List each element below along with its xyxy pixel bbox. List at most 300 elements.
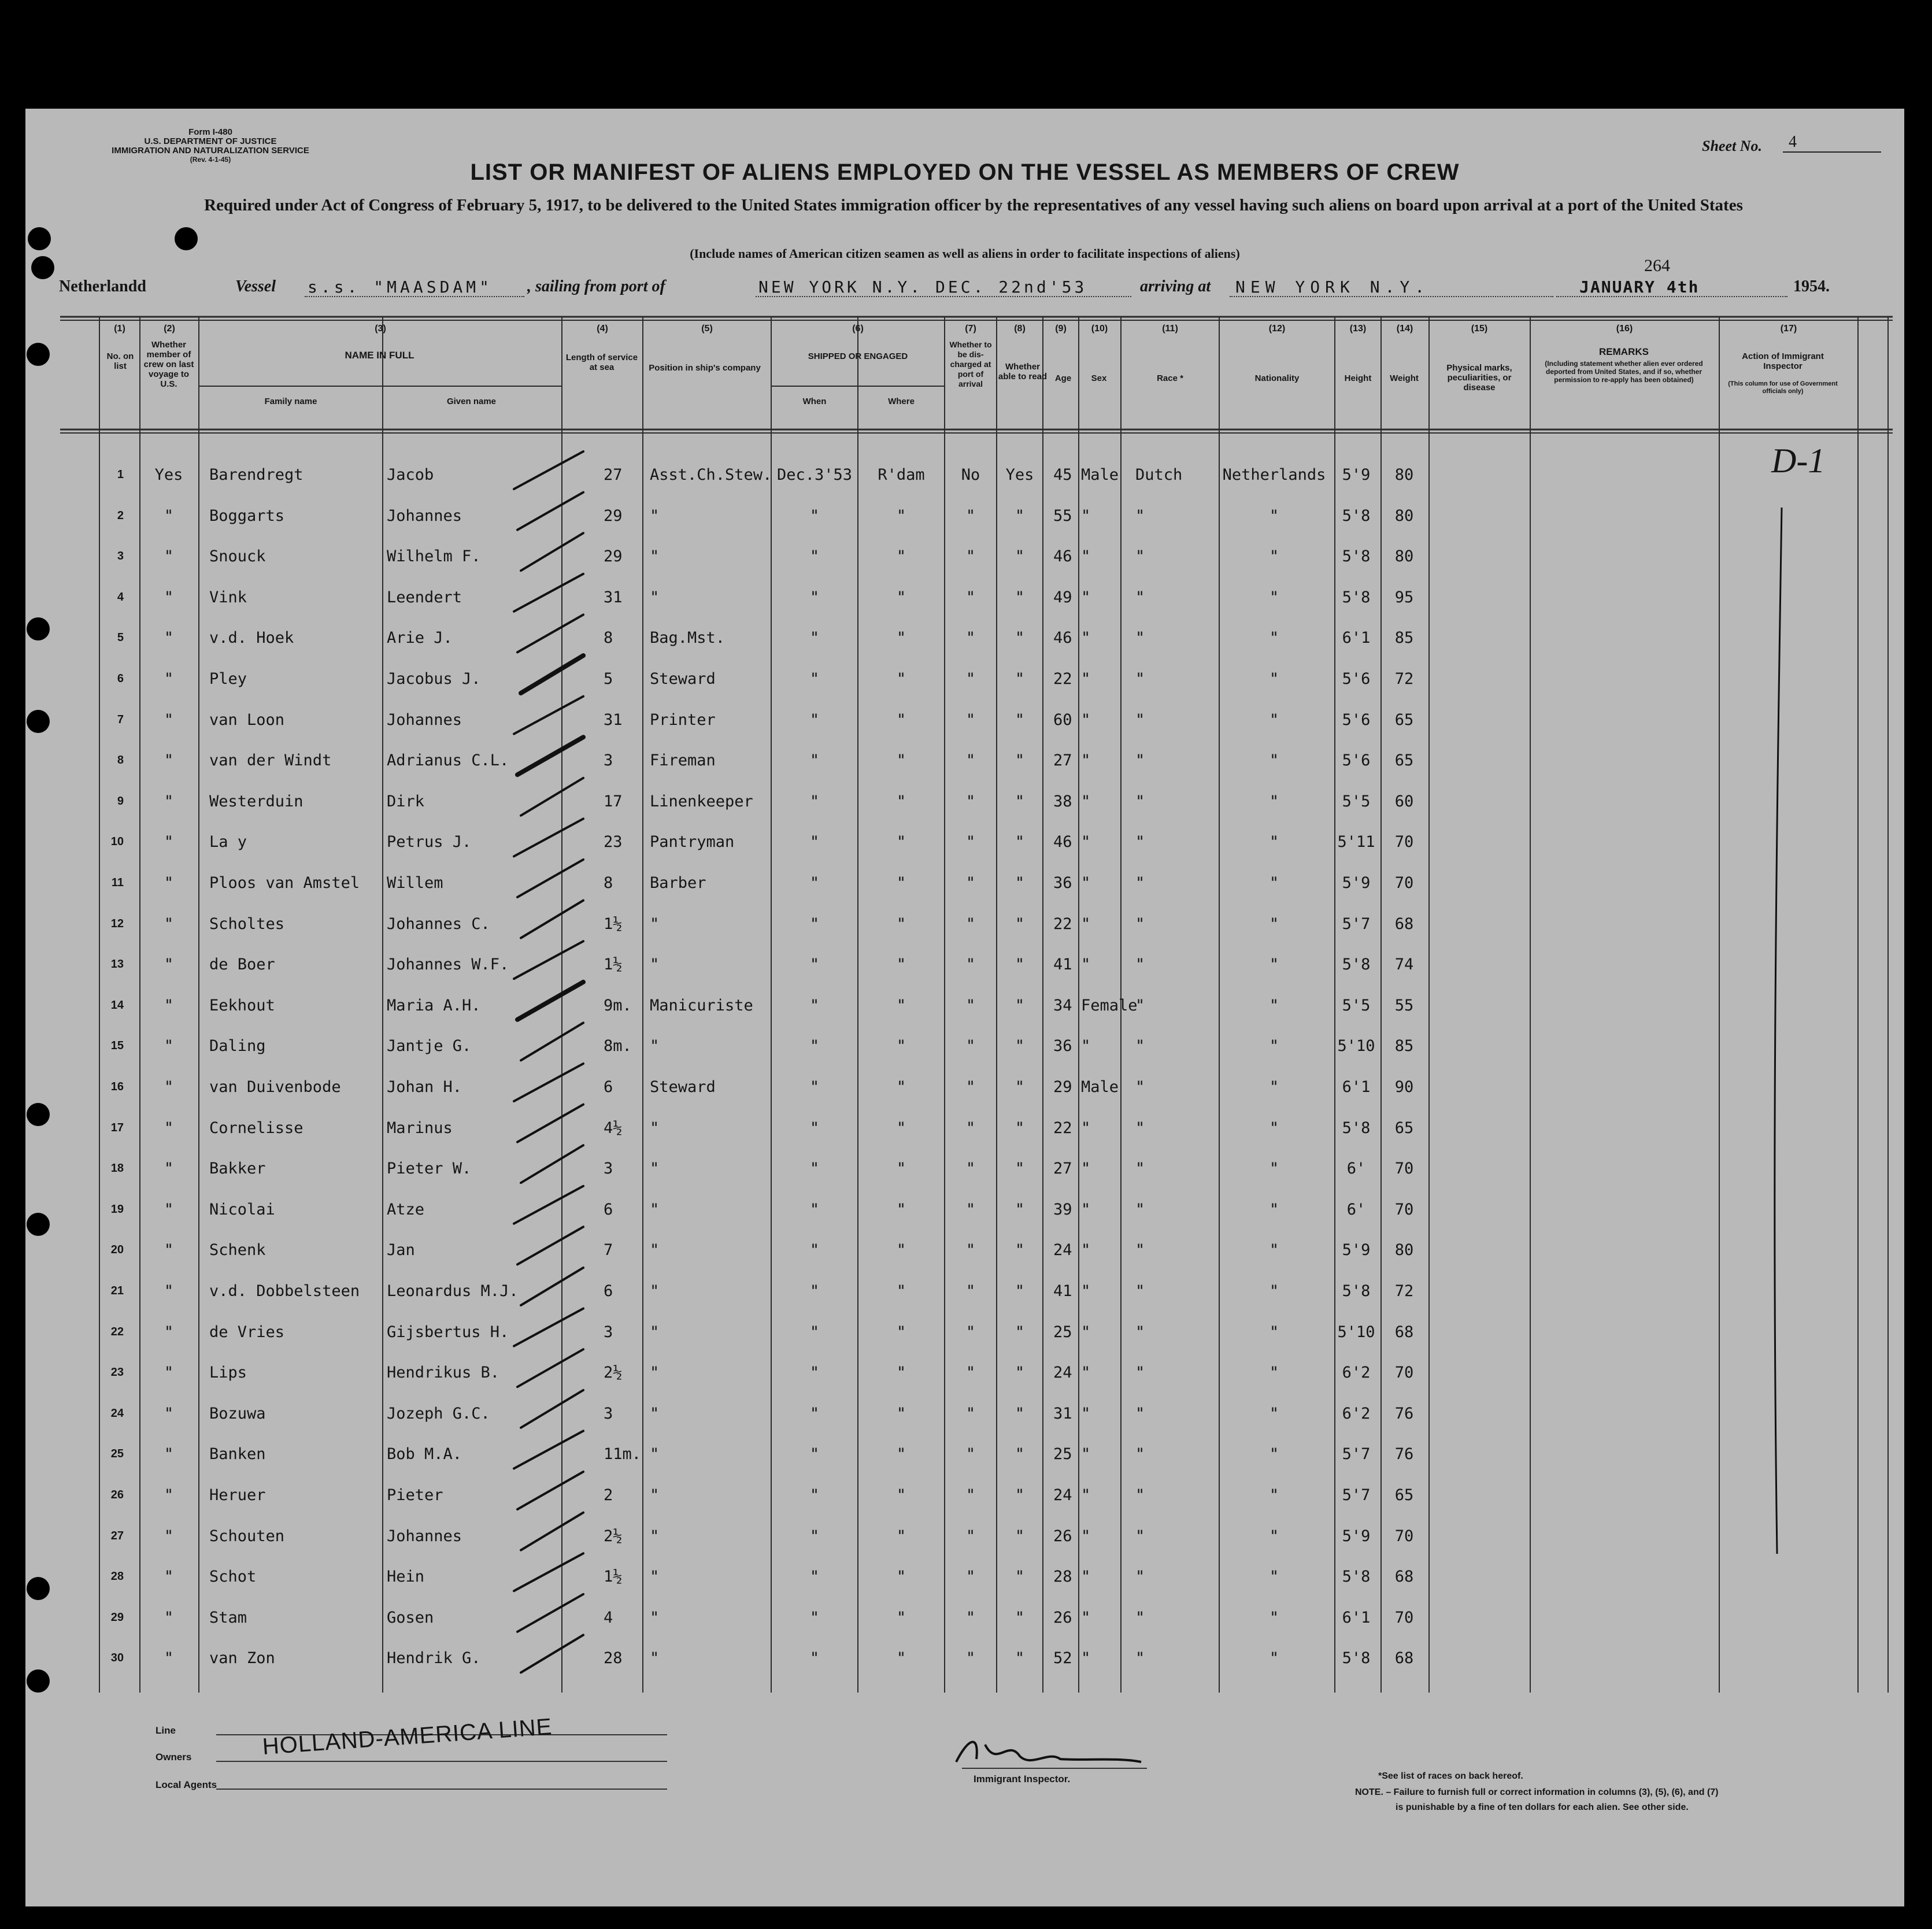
cell-member: "	[164, 1078, 174, 1096]
cell-sex: "	[1081, 1119, 1091, 1137]
cell-age: 26	[1053, 1527, 1072, 1545]
inspector-mark: D-1	[1771, 442, 1826, 480]
cell-height: 5'10	[1337, 1323, 1375, 1341]
cell-given: Johannes	[387, 1527, 462, 1545]
cell-when: "	[809, 588, 820, 606]
cell-discharged: "	[965, 506, 976, 525]
cell-age: 49	[1053, 588, 1072, 606]
cell-sex: Male	[1081, 466, 1119, 484]
cell-read: "	[1015, 874, 1025, 892]
cell-weight: 70	[1394, 1364, 1414, 1382]
cell-when: "	[809, 1160, 820, 1178]
cell-race: "	[1135, 1282, 1145, 1300]
cell-member: "	[164, 996, 174, 1015]
cell-position: "	[650, 1404, 660, 1423]
cell-nationality: "	[1269, 1364, 1279, 1382]
cell-where: "	[896, 506, 906, 525]
check-mark	[521, 1390, 583, 1428]
check-mark	[517, 614, 583, 652]
column-number: (6)	[852, 324, 864, 334]
cell-discharged: "	[965, 874, 976, 892]
check-mark	[517, 1472, 583, 1509]
cell-where: "	[896, 1160, 906, 1178]
arrival-year: 1954.	[1793, 277, 1830, 295]
cell-height: 6'2	[1342, 1364, 1371, 1382]
check-mark	[521, 1513, 583, 1550]
form-service: IMMIGRATION AND NATURALIZATION SERVICE	[112, 146, 309, 155]
cell-discharged: "	[965, 1486, 976, 1504]
cell-position: "	[650, 1364, 660, 1382]
cell-where: "	[896, 996, 906, 1015]
cell-read: Yes	[1005, 466, 1034, 484]
cell-height: 5'6	[1342, 710, 1371, 729]
cell-family: Snouck	[209, 547, 266, 566]
row-number: 7	[117, 713, 124, 726]
cell-family: Schot	[209, 1568, 257, 1586]
cell-where: "	[896, 874, 906, 892]
cell-discharged: "	[965, 1160, 976, 1178]
cell-sex: "	[1081, 588, 1091, 606]
cell-sex: "	[1081, 914, 1091, 933]
cell-where: "	[896, 833, 906, 851]
cell-when: "	[809, 629, 820, 647]
check-mark	[521, 1023, 583, 1060]
cell-service: 31	[604, 588, 623, 606]
cell-discharged: "	[965, 956, 976, 974]
cell-nationality: "	[1269, 1160, 1279, 1178]
cell-height: 5'5	[1342, 996, 1371, 1015]
cell-when: "	[809, 1608, 820, 1627]
cell-age: 26	[1053, 1608, 1072, 1627]
cell-weight: 68	[1394, 1323, 1414, 1341]
header-position: Position in ship's company	[649, 363, 761, 373]
cell-sex: "	[1081, 629, 1091, 647]
cell-nationality: "	[1269, 1078, 1279, 1096]
arrival-date: JANUARY 4th	[1579, 277, 1700, 297]
cell-weight: 72	[1394, 1282, 1414, 1300]
column-number: (5)	[701, 324, 713, 334]
cell-given: Willem	[387, 874, 443, 892]
agents-rule	[216, 1789, 667, 1790]
cell-nationality: "	[1269, 1527, 1279, 1545]
column-number: (9)	[1055, 324, 1067, 334]
cell-service: 7	[604, 1241, 613, 1260]
cell-where: "	[896, 1078, 906, 1096]
cell-read: "	[1015, 629, 1025, 647]
cell-read: "	[1015, 1568, 1025, 1586]
row-number: 20	[110, 1243, 124, 1257]
cell-family: Schouten	[209, 1527, 285, 1545]
check-mark	[517, 982, 583, 1020]
cell-discharged: "	[965, 1445, 976, 1464]
cell-age: 27	[1053, 1160, 1072, 1178]
cell-race: "	[1135, 1037, 1145, 1056]
cell-discharged: "	[965, 588, 976, 606]
cell-age: 22	[1053, 914, 1072, 933]
column-number: (7)	[965, 324, 976, 334]
check-mark	[517, 493, 583, 530]
cell-position: Asst.Ch.Stew.	[650, 466, 772, 484]
cell-age: 39	[1053, 1200, 1072, 1219]
cell-when: "	[809, 547, 820, 566]
cell-position: "	[650, 1527, 660, 1545]
cell-service: 8	[604, 629, 613, 647]
cell-given: Arie J.	[387, 629, 453, 647]
check-mark	[514, 819, 583, 856]
cell-position: "	[650, 1037, 660, 1056]
cell-service: 31	[604, 710, 623, 729]
cell-service: 1½	[604, 1568, 623, 1586]
row-number: 24	[110, 1406, 124, 1420]
cell-age: 36	[1053, 874, 1072, 892]
cell-given: Bob M.A.	[387, 1445, 462, 1464]
header-shipped: SHIPPED OR ENGAGED	[808, 351, 908, 361]
check-mark	[514, 451, 583, 489]
column-number: (3)	[375, 324, 386, 334]
cell-when: "	[809, 792, 820, 810]
cell-family: Banken	[209, 1445, 266, 1464]
sheet-number: 4	[1783, 133, 1881, 153]
cell-weight: 70	[1394, 1608, 1414, 1627]
cell-discharged: "	[965, 670, 976, 688]
cell-read: "	[1015, 1649, 1025, 1668]
header-discharged: Whether to be dis-charged at port of arrival	[949, 340, 992, 388]
cell-family: Boggarts	[209, 506, 285, 525]
cell-member: "	[164, 1486, 174, 1504]
cell-position: "	[650, 1282, 660, 1300]
column-number: (11)	[1162, 324, 1178, 334]
cell-service: 3	[604, 1323, 613, 1341]
check-mark	[521, 533, 583, 571]
cell-family: van Loon	[209, 710, 285, 729]
cell-position: "	[650, 547, 660, 566]
cell-member: "	[164, 1568, 174, 1586]
check-mark	[517, 1105, 583, 1142]
row-number: 25	[110, 1447, 124, 1461]
header-given: Given name	[446, 397, 497, 406]
cell-age: 45	[1053, 466, 1072, 484]
check-mark	[521, 1145, 583, 1183]
cell-race: "	[1135, 629, 1145, 647]
cell-read: "	[1015, 588, 1025, 606]
cell-discharged: "	[965, 547, 976, 566]
cell-given: Jacobus J.	[387, 670, 481, 688]
cell-nationality: "	[1269, 1200, 1279, 1219]
cell-given: Jozeph G.C.	[387, 1404, 490, 1423]
cell-height: 5'8	[1342, 588, 1371, 606]
check-mark	[514, 574, 583, 612]
cell-member: "	[164, 1404, 174, 1423]
cell-family: Nicolai	[209, 1200, 275, 1219]
cell-when: "	[809, 1527, 820, 1545]
cell-height: 5'8	[1342, 506, 1371, 525]
cell-position: "	[650, 1608, 660, 1627]
cell-where: "	[896, 956, 906, 974]
cell-when: "	[809, 914, 820, 933]
cell-position: "	[650, 1160, 660, 1178]
cell-member: "	[164, 833, 174, 851]
cell-where: "	[896, 547, 906, 566]
cell-member: "	[164, 506, 174, 525]
cell-nationality: "	[1269, 1241, 1279, 1260]
cell-sex: "	[1081, 874, 1091, 892]
cell-read: "	[1015, 1119, 1025, 1137]
check-mark	[514, 1431, 583, 1468]
cell-read: "	[1015, 1282, 1025, 1300]
cell-age: 24	[1053, 1364, 1072, 1382]
cell-given: Johannes	[387, 710, 462, 729]
cell-where: "	[896, 1445, 906, 1464]
check-mark	[521, 901, 583, 938]
cell-discharged: "	[965, 751, 976, 770]
header-name: NAME IN FULL	[345, 350, 414, 361]
cell-discharged: "	[965, 1037, 976, 1056]
cell-age: 22	[1053, 1119, 1072, 1137]
cell-discharged: "	[965, 1404, 976, 1423]
cell-nationality: "	[1269, 1486, 1279, 1504]
cell-nationality: "	[1269, 670, 1279, 688]
inspector-rule	[962, 1768, 1147, 1769]
row-number: 13	[110, 958, 124, 971]
form-department: U.S. DEPARTMENT OF JUSTICE	[144, 136, 277, 146]
cell-weight: 65	[1394, 1119, 1414, 1137]
cell-sex: "	[1081, 1037, 1091, 1056]
cell-read: "	[1015, 1078, 1025, 1096]
cell-position: "	[650, 1445, 660, 1464]
to-port: NEW YORK N.Y.	[1235, 277, 1430, 297]
cell-age: 41	[1053, 956, 1072, 974]
cell-member: "	[164, 1527, 174, 1545]
cell-position: "	[650, 1649, 660, 1668]
cell-sex: Male	[1081, 1078, 1119, 1096]
cell-when: "	[809, 874, 820, 892]
row-number: 22	[110, 1325, 124, 1338]
cell-family: Bozuwa	[209, 1404, 266, 1423]
cell-weight: 65	[1394, 1486, 1414, 1504]
cell-position: "	[650, 1486, 660, 1504]
cell-member: "	[164, 629, 174, 647]
cell-weight: 85	[1394, 629, 1414, 647]
row-number: 21	[110, 1284, 124, 1297]
cell-when: "	[809, 1404, 820, 1423]
cell-position: "	[650, 588, 660, 606]
cell-family: van Zon	[209, 1649, 275, 1668]
cell-nationality: "	[1269, 996, 1279, 1015]
footnote-note-1: NOTE. – Failure to furnish full or correct information in columns (3), (5), (6), and (7)	[1355, 1787, 1719, 1797]
cell-race: "	[1135, 1608, 1145, 1627]
cell-nationality: "	[1269, 1282, 1279, 1300]
cell-nationality: "	[1269, 1323, 1279, 1341]
from-port: NEW YORK N.Y. DEC. 22nd'53	[758, 277, 1087, 297]
cell-discharged: "	[965, 710, 976, 729]
cell-height: 6'1	[1342, 629, 1371, 647]
cell-service: 5	[604, 670, 613, 688]
cell-family: van der Windt	[209, 751, 332, 770]
cell-nationality: "	[1269, 956, 1279, 974]
cell-service: 11m.	[604, 1445, 642, 1464]
check-mark	[514, 697, 583, 734]
cell-age: 28	[1053, 1568, 1072, 1586]
row-number: 5	[117, 631, 124, 645]
cell-height: 6'	[1346, 1200, 1366, 1219]
cell-weight: 90	[1394, 1078, 1414, 1096]
cell-race: "	[1135, 1323, 1145, 1341]
cell-weight: 68	[1394, 1568, 1414, 1586]
cell-discharged: "	[965, 996, 976, 1015]
cell-height: 6'2	[1342, 1404, 1371, 1423]
cell-when: "	[809, 710, 820, 729]
cell-given: Gijsbertus H.	[387, 1323, 509, 1341]
line-label: Line	[156, 1725, 176, 1736]
cell-discharged: "	[965, 1241, 976, 1260]
cell-given: Johannes C.	[387, 914, 490, 933]
row-number: 2	[117, 509, 124, 522]
cell-race: "	[1135, 506, 1145, 525]
cell-position: "	[650, 956, 660, 974]
cell-sex: "	[1081, 1649, 1091, 1668]
column-number: (4)	[597, 324, 608, 334]
cell-service: 8m.	[604, 1037, 632, 1056]
cell-weight: 65	[1394, 710, 1414, 729]
cell-service: 4	[604, 1608, 613, 1627]
cell-weight: 76	[1394, 1404, 1414, 1423]
cell-age: 38	[1053, 792, 1072, 810]
cell-height: 5'8	[1342, 956, 1371, 974]
cell-when: "	[809, 996, 820, 1015]
cell-read: "	[1015, 833, 1025, 851]
row-number: 17	[110, 1121, 124, 1134]
cell-member: Yes	[154, 466, 183, 484]
cell-race: "	[1135, 792, 1145, 810]
row-number: 6	[117, 672, 124, 685]
cell-race: "	[1135, 1649, 1145, 1668]
cell-position: "	[650, 506, 660, 525]
cell-sex: "	[1081, 1486, 1091, 1504]
cell-when: "	[809, 1445, 820, 1464]
cell-where: "	[896, 1323, 906, 1341]
cell-when: "	[809, 1649, 820, 1668]
cell-race: "	[1135, 956, 1145, 974]
cell-nationality: "	[1269, 792, 1279, 810]
local-agents-value: HOLLAND-AMERICA LINE	[261, 1714, 553, 1760]
cell-weight: 80	[1394, 466, 1414, 484]
header-age: Age	[1054, 373, 1072, 383]
cell-position: "	[650, 914, 660, 933]
cell-service: 6	[604, 1078, 613, 1096]
cell-discharged: "	[965, 1364, 976, 1382]
header-no: No. on list	[106, 351, 134, 371]
row-number: 14	[110, 998, 124, 1012]
cell-height: 5'8	[1342, 547, 1371, 566]
cell-nationality: "	[1269, 874, 1279, 892]
cell-when: "	[809, 1119, 820, 1137]
cell-position: "	[650, 1323, 660, 1341]
cell-discharged: "	[965, 792, 976, 810]
cell-position: Manicuriste	[650, 996, 753, 1015]
cell-nationality: "	[1269, 1037, 1279, 1056]
cell-given: Maria A.H.	[387, 996, 481, 1015]
vessel-label: Vessel	[235, 277, 276, 295]
row-number: 12	[110, 917, 124, 930]
check-mark	[521, 778, 583, 816]
cell-race: "	[1135, 588, 1145, 606]
cell-given: Johannes	[387, 506, 462, 525]
cell-where: "	[896, 914, 906, 933]
cell-service: 29	[604, 506, 623, 525]
cell-service: 3	[604, 751, 613, 770]
row-number: 10	[110, 835, 124, 849]
check-mark	[517, 737, 583, 775]
cell-sex: "	[1081, 1445, 1091, 1464]
cell-race: "	[1135, 1486, 1145, 1504]
row-number: 15	[110, 1039, 124, 1053]
vessel-name: s.s. "MAASDAM"	[308, 277, 493, 297]
cell-weight: 80	[1394, 1241, 1414, 1260]
cell-race: "	[1135, 1119, 1145, 1137]
check-mark	[514, 1553, 583, 1591]
cell-given: Dirk	[387, 792, 425, 810]
cell-weight: 70	[1394, 1160, 1414, 1178]
cell-age: 34	[1053, 996, 1072, 1015]
cell-discharged: "	[965, 833, 976, 851]
cell-height: 6'1	[1342, 1608, 1371, 1627]
cell-given: Johannes W.F.	[387, 956, 509, 974]
cell-age: 46	[1053, 629, 1072, 647]
inspector-signature	[945, 1727, 1153, 1774]
cell-given: Gosen	[387, 1608, 434, 1627]
cell-nationality: "	[1269, 1445, 1279, 1464]
cell-age: 60	[1053, 710, 1072, 729]
form-revision: (Rev. 4-1-45)	[190, 155, 231, 164]
cell-discharged: "	[965, 1282, 976, 1300]
cell-family: Barendregt	[209, 466, 304, 484]
cell-height: 5'10	[1337, 1037, 1375, 1056]
cell-position: Steward	[650, 1078, 716, 1096]
cell-sex: "	[1081, 710, 1091, 729]
cell-sex: "	[1081, 956, 1091, 974]
cell-where: "	[896, 670, 906, 688]
header-nationality: Nationality	[1254, 373, 1300, 383]
cell-when: "	[809, 1323, 820, 1341]
cell-member: "	[164, 1241, 174, 1260]
cell-weight: 70	[1394, 874, 1414, 892]
cell-service: 6	[604, 1200, 613, 1219]
cell-member: "	[164, 874, 174, 892]
cell-member: "	[164, 670, 174, 688]
cell-service: 29	[604, 547, 623, 566]
cell-nationality: Netherlands	[1222, 466, 1326, 484]
cell-member: "	[164, 1364, 174, 1382]
cell-where: "	[896, 1282, 906, 1300]
cell-where: "	[896, 1649, 906, 1668]
cell-nationality: "	[1269, 833, 1279, 851]
cell-age: 25	[1053, 1323, 1072, 1341]
cell-given: Jan	[387, 1241, 415, 1260]
check-mark	[514, 1309, 583, 1346]
cell-height: 5'9	[1342, 1527, 1371, 1545]
cell-where: R'dam	[878, 466, 925, 484]
cell-member: "	[164, 1282, 174, 1300]
inspector-stroke	[1775, 508, 1782, 1554]
sheet-label: Sheet No.	[1702, 138, 1762, 154]
cell-family: Westerduin	[209, 792, 304, 810]
row-number: 19	[110, 1202, 124, 1216]
column-number: (12)	[1268, 324, 1286, 334]
cell-race: "	[1135, 710, 1145, 729]
cell-member: "	[164, 792, 174, 810]
cell-where: "	[896, 751, 906, 770]
cell-discharged: "	[965, 1649, 976, 1668]
